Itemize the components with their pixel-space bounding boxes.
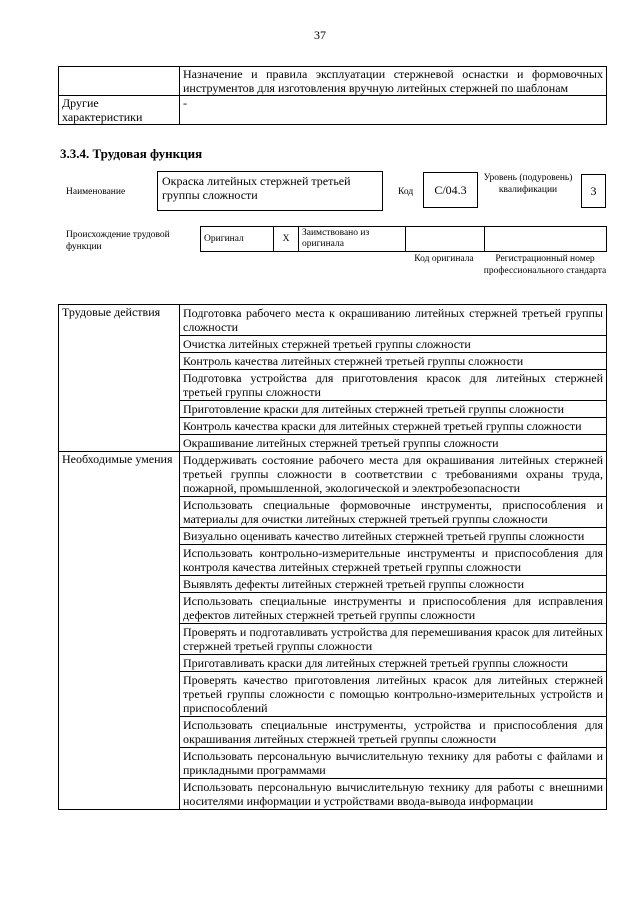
list-item: Использовать специальные инструменты, устройства и приспособления для окрашивания литейных стержней третьей группы сложности	[180, 717, 607, 748]
original-code-cell	[406, 227, 485, 252]
table-row	[59, 452, 607, 497]
row-text: Назначение и правила эксплуатации стержневой оснастки и формовочных инструментов для изготовления вручную литейных стержней по шаблонам	[180, 67, 607, 96]
table-row	[59, 67, 607, 96]
list-item: Контроль качества литейных стержней третьей группы сложности	[180, 353, 607, 370]
row-label: Другие характеристики	[59, 96, 180, 125]
table-row	[59, 96, 607, 125]
registration-caption: Регистрационный номер профессионального стандарта	[483, 254, 607, 276]
original-mark: X	[274, 227, 299, 252]
list-item: Подготовка устройства для приготовления красок для литейных стержней третьей группы сложности	[180, 370, 607, 401]
list-item: Приготавливать краски для литейных стержней третьей группы сложности	[180, 655, 607, 672]
registration-number-cell	[485, 227, 607, 252]
page-number: 37	[314, 28, 326, 42]
list-item: Использовать контрольно-измерительные инструменты и приспособления для контроля качества литейных стержней третьей группы сложности	[180, 545, 607, 576]
list-item: Проверять и подготавливать устройства для перемешивания красок для литейных стержней третьей группы сложности	[180, 624, 607, 655]
list-item: Приготовление краски для литейных стержней третьей группы сложности	[180, 401, 607, 418]
list-item: Визуально оценивать качество литейных стержней третьей группы сложности	[180, 528, 607, 545]
origin-label: Происхождение трудовой функции	[66, 230, 170, 252]
list-item: Очистка литейных стержней третьей группы сложности	[180, 336, 607, 353]
list-item: Подготовка рабочего места к окрашиванию литейных стержней третьей группы сложности	[180, 305, 607, 336]
main-table	[58, 304, 607, 810]
list-item: Использовать специальные инструменты и приспособления для исправления дефектов литейных стержней третьей группы сложности	[180, 593, 607, 624]
origin-table	[200, 226, 607, 252]
list-item: Использовать персональную вычислительную технику для работы с файлами и прикладными программами	[180, 748, 607, 779]
section-title: 3.3.4. Трудовая функция	[60, 146, 203, 161]
name-label: Наименование	[66, 187, 126, 197]
function-name: Окраска литейных стержней третьей группы сложности	[157, 171, 383, 211]
group-label: Трудовые действия	[59, 305, 180, 452]
list-item: Выявлять дефекты литейных стержней третьей группы сложности	[180, 576, 607, 593]
borrowed-label: Заимствовано из оригинала	[299, 227, 406, 252]
list-item: Окрашивание литейных стержней третьей группы сложности	[180, 435, 607, 452]
function-code: C/04.3	[423, 172, 478, 208]
level-value: 3	[581, 174, 606, 208]
group-label: Необходимые умения	[59, 452, 180, 810]
code-caption: Код оригинала	[414, 254, 474, 264]
row-text: -	[180, 96, 607, 125]
level-label: Уровень (подуровень) квалификации	[483, 173, 573, 195]
continuation-table	[58, 66, 607, 125]
list-item: Использовать персональную вычислительную технику для работы с внешними носителями информации и устройствами ввода-вывода информации	[180, 779, 607, 810]
row-label	[59, 67, 180, 96]
table-row	[59, 305, 607, 336]
code-label: Код	[398, 187, 414, 197]
list-item: Контроль качества краски для литейных стержней третьей группы сложности	[180, 418, 607, 435]
list-item: Проверять качество приготовления литейных красок для литейных стержней третьей группы сложности с помощью контрольно-измерительных устройств и приспособлений	[180, 672, 607, 717]
original-label: Оригинал	[201, 227, 274, 252]
list-item: Поддерживать состояние рабочего места для окрашивания литейных стержней третьей группы сложности в соответствии с требованиями охраны труда, пожарной, промышленной, экологической и электробезопасности	[180, 452, 607, 497]
list-item: Использовать специальные формовочные инструменты, приспособления и материалы для очистки литейных стержней третьей группы сложности	[180, 497, 607, 528]
